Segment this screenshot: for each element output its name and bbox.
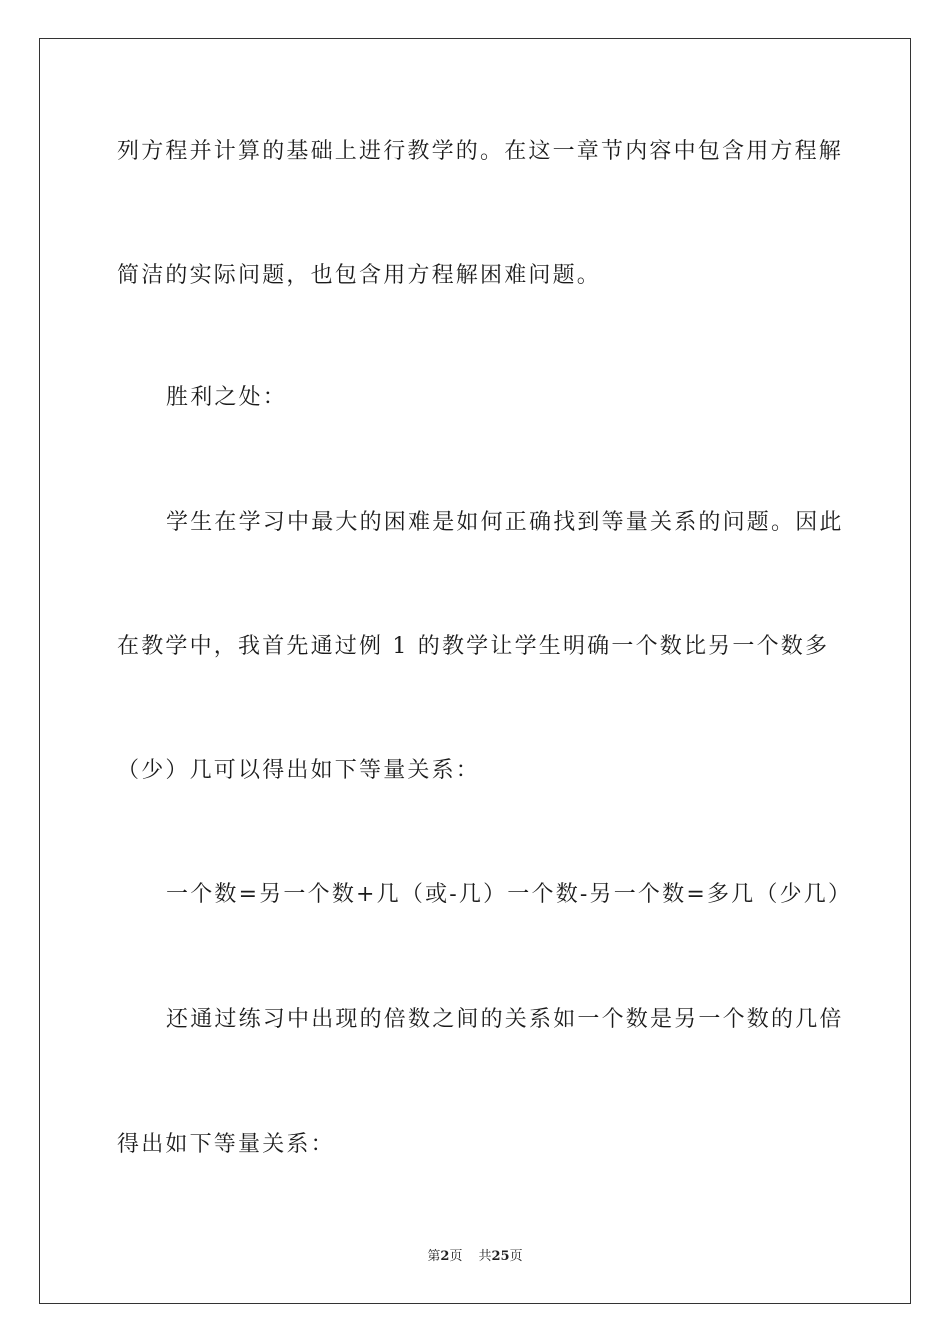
page-border (39, 38, 911, 1304)
text-line-1: 列方程并计算的基础上进行教学的。在这一章节内容中包含用方程解 (117, 139, 844, 164)
page-suffix: 页 (449, 1249, 463, 1264)
page-prefix: 第 (427, 1249, 441, 1264)
total-suffix: 页 (509, 1249, 523, 1264)
text-line-2: 简洁的实际问题，也包含用方程解困难问题。 (117, 263, 602, 288)
text-line-9: 得出如下等量关系： (117, 1132, 335, 1157)
total-prefix: 共 (478, 1249, 492, 1264)
text-line-6: （少）几可以得出如下等量关系： (117, 758, 481, 783)
total-pages: 25 (491, 1249, 510, 1264)
formula-line: 一个数=另一个数+几（或-几）一个数-另一个数=多几（少几） (166, 882, 853, 907)
text-line-5: 在教学中，我首先通过例 1 的教学让学生明确一个数比另一个数多 (117, 634, 830, 659)
page-number: 2 (440, 1249, 450, 1264)
text-line-4: 学生在学习中最大的困难是如何正确找到等量关系的问题。因此 (166, 510, 844, 535)
section-heading: 胜利之处： (166, 385, 288, 410)
text-line-8: 还通过练习中出现的倍数之间的关系如一个数是另一个数的几倍 (166, 1007, 844, 1032)
page-footer (0, 1248, 950, 1266)
